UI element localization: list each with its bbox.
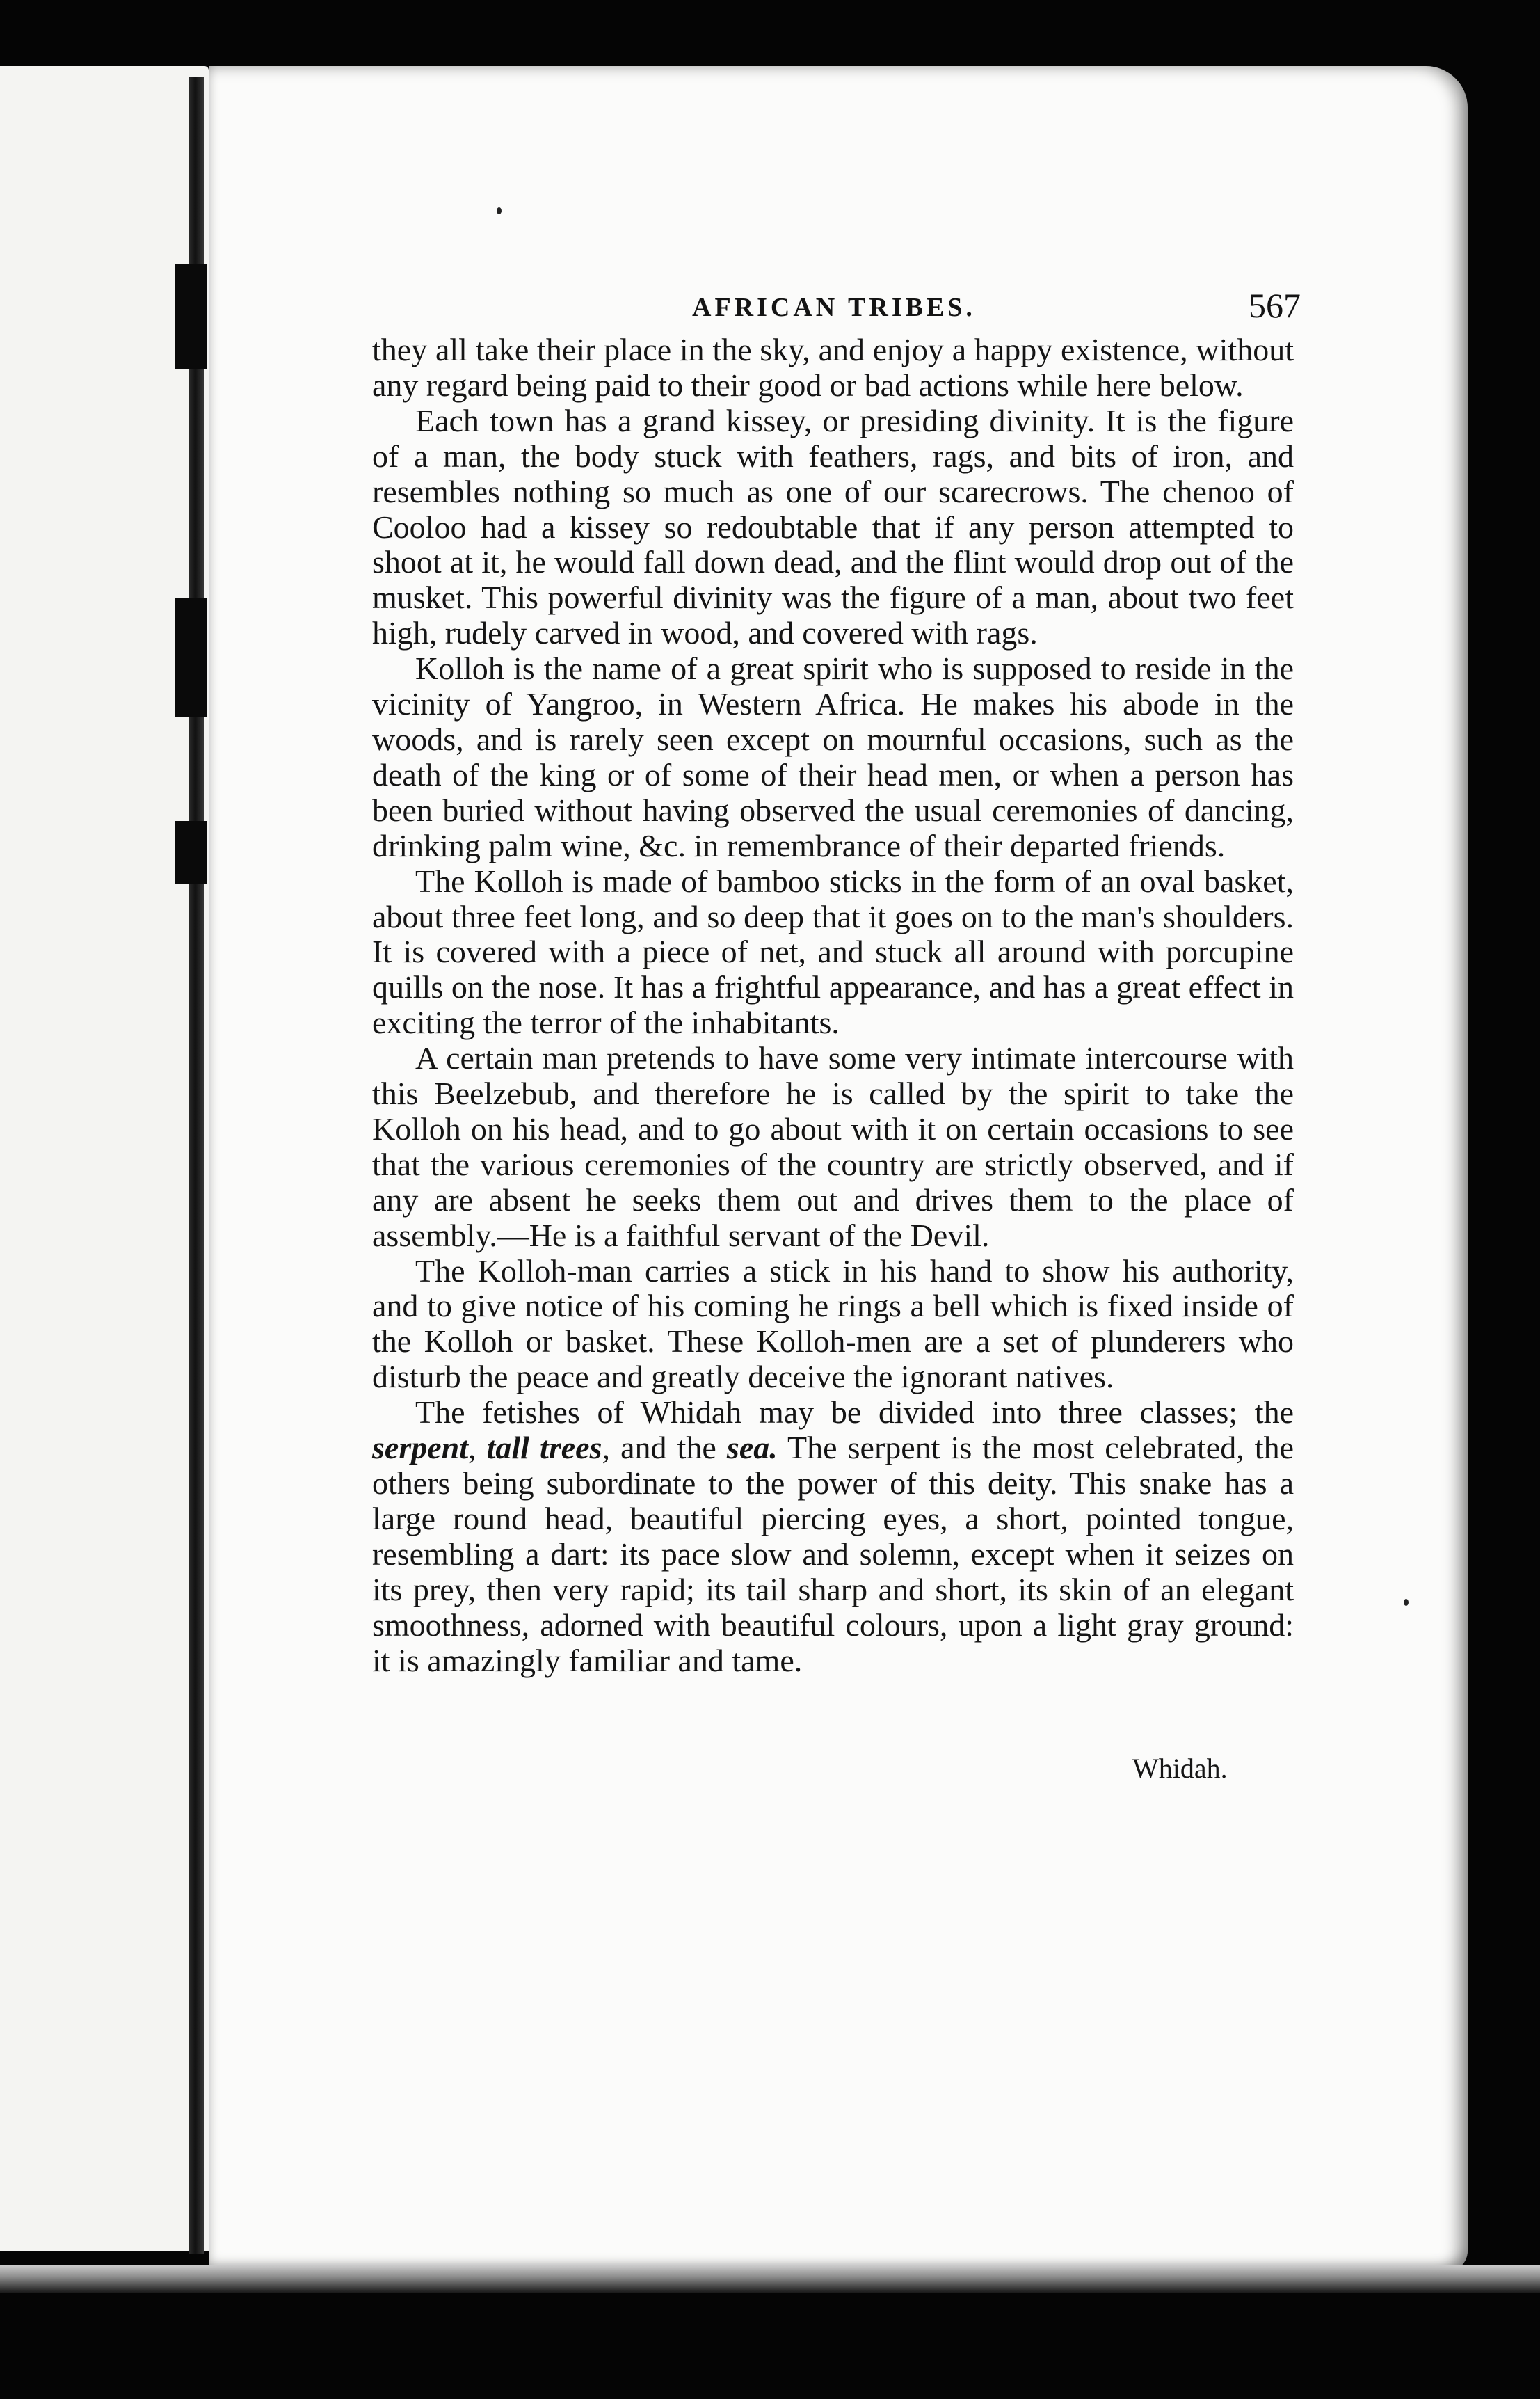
paragraph: The Kolloh-man carries a stick in his hand to show his authority, and to give notice of his coming he rings a bell which is fixed inside of the Kolloh or basket. These Kolloh-men are a set of plunderers who disturb the peace and greatly deceive the ignorant natives.: [372, 1252, 1294, 1395]
ink-speck: [497, 207, 502, 214]
running-head: [376, 285, 1301, 334]
paragraph: Kolloh is the name of a great spirit who is supposed to reside in the vicinity of Yangroo, in Western Africa. He makes his abode in the woods, and is rarely seen except on mournful occasions, such as the death of the king or of some of their head men, or when a person has been buried without having observed the usual ceremonies of dancing, drinking palm wine, &c. in remembrance of their departed friends.: [372, 651, 1294, 863]
gutter-shadow: [175, 821, 207, 884]
gutter-shadow: [175, 598, 207, 717]
page-number: 567: [1249, 286, 1301, 325]
paragraph-whidah: [372, 1395, 1294, 1678]
text-run: The fetishes of Whidah may be divided into three classes; the: [415, 1394, 1294, 1430]
margin-note: Whidah.: [1132, 1753, 1228, 1784]
paragraph: The Kolloh is made of bamboo sticks in the form of an oval basket, about three feet long, and so deep that it goes on to the man's shoulders. It is covered with a piece of net, and stuck all around with porcupine quills on the nose. It has a frightful appearance, and has a great effect in exciting the terror of the inhabitants.: [372, 863, 1294, 1041]
ink-speck: [1404, 1599, 1409, 1606]
gutter-shadow: [175, 264, 207, 369]
book-gutter: [189, 77, 204, 2254]
text-run: The serpent is the most celebrated, the others being subordinate to the power of this deity. This snake has a large round head, beautiful piercing eyes, a short, pointed tongue, resembling a dart: its pace slow and solemn, except when it seizes on its prey, then very rapid; its tail sharp and short, its skin of an elegant smoothness, adorned with beautiful colours, upon a light gray ground: it is amazingly familiar and tame.: [372, 1430, 1294, 1678]
page-bottom-edge: [0, 2265, 1540, 2293]
text-run: ,: [468, 1430, 487, 1466]
body-text: [372, 333, 1294, 1678]
paragraph: Each town has a grand kissey, or presiding divinity. It is the figure of a man, the body stuck with feathers, rags, and bits of iron, and resembles nothing so much as one of our scarecrows. The chenoo of Cooloo had a kissey so redoubtable that if any person attempted to shoot at it, he would fall down dead, and the flint would drop out of the musket. This powerful divinity was the figure of a man, about two feet high, rudely carved in wood, and covered with rags.: [372, 402, 1294, 651]
italic-term: tall trees: [486, 1430, 602, 1466]
left-page-edge: [0, 66, 209, 2251]
italic-term: serpent: [372, 1430, 468, 1466]
paragraph: A certain man pretends to have some very intimate intercourse with this Beelzebub, and therefore he is called by the spirit to take the Kolloh on his head, and to go about with it on certain occasions to see that the various ceremonies of the country are strictly observed, and if any are absent he seeks them out and drives them to the place of assembly.—He is a faithful servant of the Devil.: [372, 1040, 1294, 1253]
paragraph: they all take their place in the sky, and enjoy a happy existence, without any regard being paid to their good or bad actions while here below.: [372, 332, 1294, 403]
italic-term: sea.: [726, 1430, 778, 1466]
running-title: AFRICAN TRIBES.: [692, 293, 976, 322]
text-run: , and the: [602, 1430, 727, 1466]
